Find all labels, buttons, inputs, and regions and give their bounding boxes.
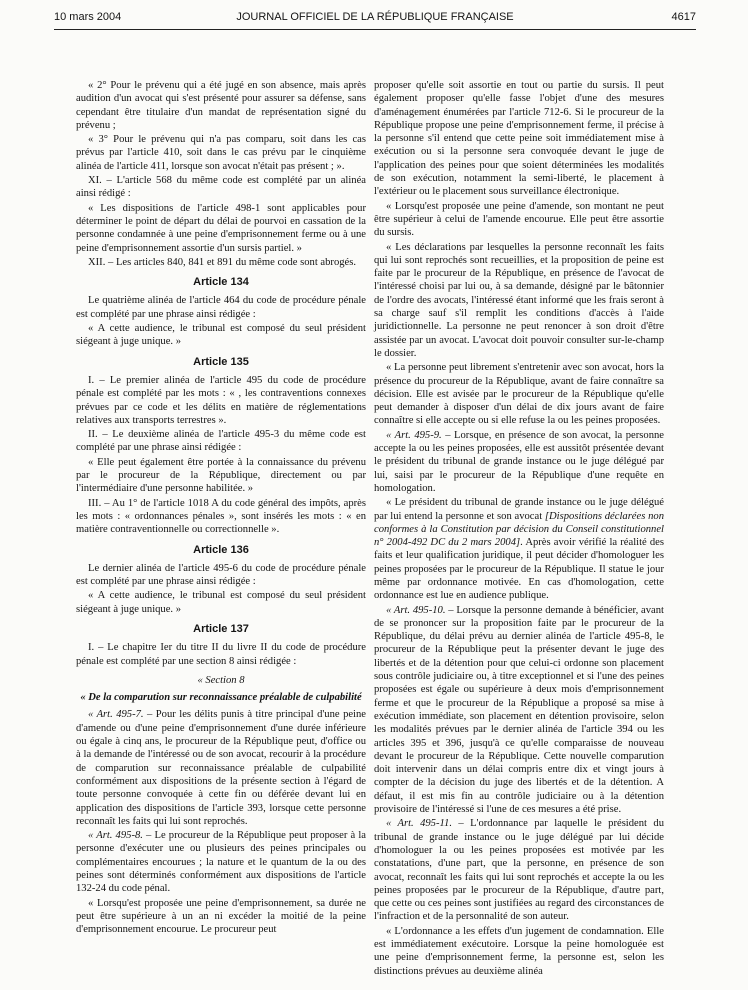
paragraph-text: – Le procureur de la République peut proposer à la personne d'exécuter une ou plusieurs des peines principales ou complémentaires encourues ; la nature et le quantum de la ou des peines sont déterminés conformément aux dispositions de l'article 132-24 du code pénal. <box>76 830 366 895</box>
paragraph: « Les dispositions de l'article 498-1 sont applicables pour déterminer le point de départ du délai de pourvoi en cassation de la personne condamnée à une peine d'emprisonnement ferme ou à une peine d'emprisonnement assortie d'un sursis partiel. » <box>76 202 366 254</box>
left-column <box>76 79 366 938</box>
paragraph: XII. – Les articles 840, 841 et 891 du même code sont abrogés. <box>88 256 357 268</box>
article-reference: « Art. 495-7. <box>88 709 144 721</box>
paragraph: « Les déclarations par lesquelles la personne reconnaît les faits qui lui sont reprochés sont recueillies, et la proposition de peine est faite par le procureur de la République, en présence de l'avocat de l'intéressé choisi par lui ou, à sa demande, désigné par le bâtonnier de l'ordre des avocats, l'intéressé étant informé que les frais seront à sa charge sauf s'il remplit les conditions d'accès à l'aide juridictionnelle. La personne ne peut renoncer à son droit d'être assistée par un avocat. L'avocat doit pouvoir consulter sur-le-champ le dossier. <box>374 241 664 359</box>
section-heading: « Section 8 <box>197 674 245 686</box>
page-number: 4617 <box>671 11 696 23</box>
article-paragraph <box>374 604 664 817</box>
article-heading: Article 135 <box>193 355 249 368</box>
issue-date: 10 mars 2004 <box>54 11 122 23</box>
censured-provision-note: [Dispositions déclarées non conformes à la Constitution par décision du Conseil constitutionnel n° 2004-492 DC du 2 mars 2004] <box>374 510 664 549</box>
section-title: « De la comparution sur reconnaissance préalable de culpabilité <box>80 692 362 704</box>
running-header <box>54 11 696 28</box>
paragraph-text: « Le président du tribunal de grande instance ou le juge délégué par lui entend la personne et son avocat <box>374 497 664 522</box>
paragraph: « L'ordonnance a les effets d'un jugement de condamnation. Elle est immédiatement exécutoire. Lorsque la peine homologuée est une peine d'emprisonnement ferme, la personne est, selon les distinctions prévues au deuxième alinéa <box>374 925 664 977</box>
article-reference: « Art. 495-8. <box>88 830 143 842</box>
article-reference: « Art. 495-10. <box>386 604 446 616</box>
paragraph: Le dernier alinéa de l'article 495-6 du code de procédure pénale est complété par une phrase ainsi rédigée : <box>76 562 366 588</box>
article-reference: « Art. 495-9. <box>386 429 442 441</box>
paragraph: « Lorsqu'est proposée une peine d'amende, son montant ne peut être supérieur à celui de l'amende encourue. Elle peut être assortie du sursis. <box>374 200 664 239</box>
paragraph-text: – Lorsque la personne demande à bénéficier, avant de se prononcer sur la proposition faite par le procureur de la République, du délai prévu au dernier alinéa de l'article 495-8, le procureur de la République peut la présenter devant le juge des libertés et de la détention pour que celui-ci ordonne son placement sous contrôle judiciaire ou, à titre exceptionnel et si l'une des peines proposées est égale ou supérieure à deux mois d'emprisonnement ferme et que le procureur de la République a proposé sa mise à exécution immédiate, son placement en détention provisoire, selon les modalités prévues par le dernier alinéa de l'article 394 ou les articles 395 et 396, jusqu'à ce qu'elle comparaisse de nouveau devant le procureur de la République. Cette nouvelle comparution doit intervenir dans un délai compris entre dix et vingt jours à compter de la décision du juge des libertés et de la détention. A défaut, il est mis fin au contrôle judiciaire ou à la détention provisoire de l'intéressé si l'une de ces mesures a été prise. <box>374 604 664 816</box>
paragraph: I. – Le premier alinéa de l'article 495 du code de procédure pénale est complété par les mots : « , les contraventions connexes prévues par ce code et les délits en matière de réglementations relatives aux transports terrestres ». <box>76 374 366 426</box>
paragraph-text: – Pour les délits punis à titre principal d'une peine d'amende ou d'une peine d'emprisonnement d'une durée inférieure ou égale à cinq ans, le procureur de la République peut, d'office ou à la demande de l'intéressé ou de son avocat, recourir à la procédure de comparution sur reconnaissance préalable de culpabilité conformément aux dispositions de la présente section à l'égard de toute personne convoquée à cette fin ou déférée devant lui en application des dispositions de l'article 393, lorsque cette personne reconnaît les faits qui lui sont reprochés. <box>76 709 367 827</box>
paragraph-text: – L'ordonnance par laquelle le président du tribunal de grande instance ou le juge délégué par lui décide d'homologuer la ou les peines proposées est motivée par les constatations, d'une part, que la personne, en présence de son avocat, reconnaît les faits qui lui sont reprochés et accepte la ou les peines proposées par le procureur de la République, d'autre part, que cette ou ces peines sont justifiées au regard des circonstances de l'infraction et de la personnalité de son auteur. <box>374 818 664 923</box>
paragraph: « 2° Pour le prévenu qui a été jugé en son absence, mais après audition d'un avocat qui s'est présenté pour assurer sa défense, sans cependant être titulaire d'un mandat de représentation signé du prévenu ; <box>76 80 366 131</box>
paragraph: « A cette audience, le tribunal est composé du seul président siégeant à juge unique. » <box>76 323 366 348</box>
right-column <box>374 79 664 979</box>
article-heading: Article 134 <box>193 276 249 289</box>
header-rule <box>54 29 696 30</box>
article-paragraph <box>374 429 664 495</box>
paragraph: « Lorsqu'est proposée une peine d'emprisonnement, sa durée ne peut être supérieure à un an ni excéder la moitié de la peine d'emprisonnement encourue. Le procureur peut <box>76 897 366 936</box>
paragraph: XI. – L'article 568 du même code est complété par un alinéa ainsi rédigé : <box>76 175 366 200</box>
article-heading: Article 136 <box>193 543 249 556</box>
paragraph: proposer qu'elle soit assortie en tout ou partie du sursis. Il peut également proposer qu'elle fasse l'objet d'une des mesures d'aménagement énumérées par l'article 712-6. Si le procureur de la République propose une peine d'emprisonnement ferme, il précise à la personne s'il entend que cette peine soit immédiatement mise à exécution ou si la personne sera convoquée devant le juge de l'application des peines pour que soient déterminées les modalités de son exécution, notamment la semi-liberté, le placement à l'extérieur ou le placement sous surveillance électronique. <box>374 80 664 198</box>
paragraph: Le quatrième alinéa de l'article 464 du code de procédure pénale est complété par une phrase ainsi rédigée : <box>76 295 366 320</box>
paragraph: « A cette audience, le tribunal est composé du seul président siégeant à juge unique. » <box>76 590 366 615</box>
article-paragraph <box>374 817 664 923</box>
paragraph: « 3° Pour le prévenu qui n'a pas comparu, soit dans les cas prévus par l'article 410, soit dans le cas prévu par le cinquième alinéa de l'article 411, lorsque son avocat n'était pas présent ; ». <box>76 134 366 172</box>
article-paragraph <box>76 708 366 828</box>
paragraph-text: – Lorsque, en présence de son avocat, la personne accepte la ou les peines proposées, elle est aussitôt présentée devant le président du tribunal de grande instance ou le juge délégué par lui, saisi par le procureur de la République d'une requête en homologation. <box>374 429 664 494</box>
paragraph: I. – Le chapitre Ier du titre II du livre II du code de procédure pénale est complété par une section 8 ainsi rédigée : <box>76 642 366 667</box>
article-heading: Article 137 <box>193 622 249 635</box>
paragraph: « Elle peut également être portée à la connaissance du prévenu par le procureur de la République, directement ou par l'intermédiaire d'une personne habilitée. » <box>76 456 366 495</box>
paragraph: II. – Le deuxième alinéa de l'article 495-3 du même code est complété par une phrase ainsi rédigée : <box>76 429 366 454</box>
paragraph-text: . Après avoir vérifié la réalité des faits et leur qualification juridique, il peut décider d'homologuer les peines proposées par le procureur de la République. Il statue le jour même par ordonnance motivée. En cas d'homologation, cette ordonnance est lue en audience publique. <box>374 537 664 602</box>
paragraph <box>374 496 664 602</box>
paragraph: III. – Au 1° de l'article 1018 A du code général des impôts, après les mots : « ordonnances pénales », sont insérés les mots : « en matière contraventionnelle ou correctionnelle ». <box>76 497 366 536</box>
paragraph: « La personne peut librement s'entretenir avec son avocat, hors la présence du procureur de la République, avant de faire connaître sa décision. Elle est avisée par le procureur de la République qu'elle peut demander à disposer d'un délai de dix jours avant de faire connaître si elle accepte ou si elle refuse la ou les peines proposées. <box>374 362 664 427</box>
article-paragraph <box>76 829 366 895</box>
article-reference: « Art. 495-11. <box>386 818 452 830</box>
journal-title: JOURNAL OFFICIEL DE LA RÉPUBLIQUE FRANÇAISE <box>236 11 514 23</box>
